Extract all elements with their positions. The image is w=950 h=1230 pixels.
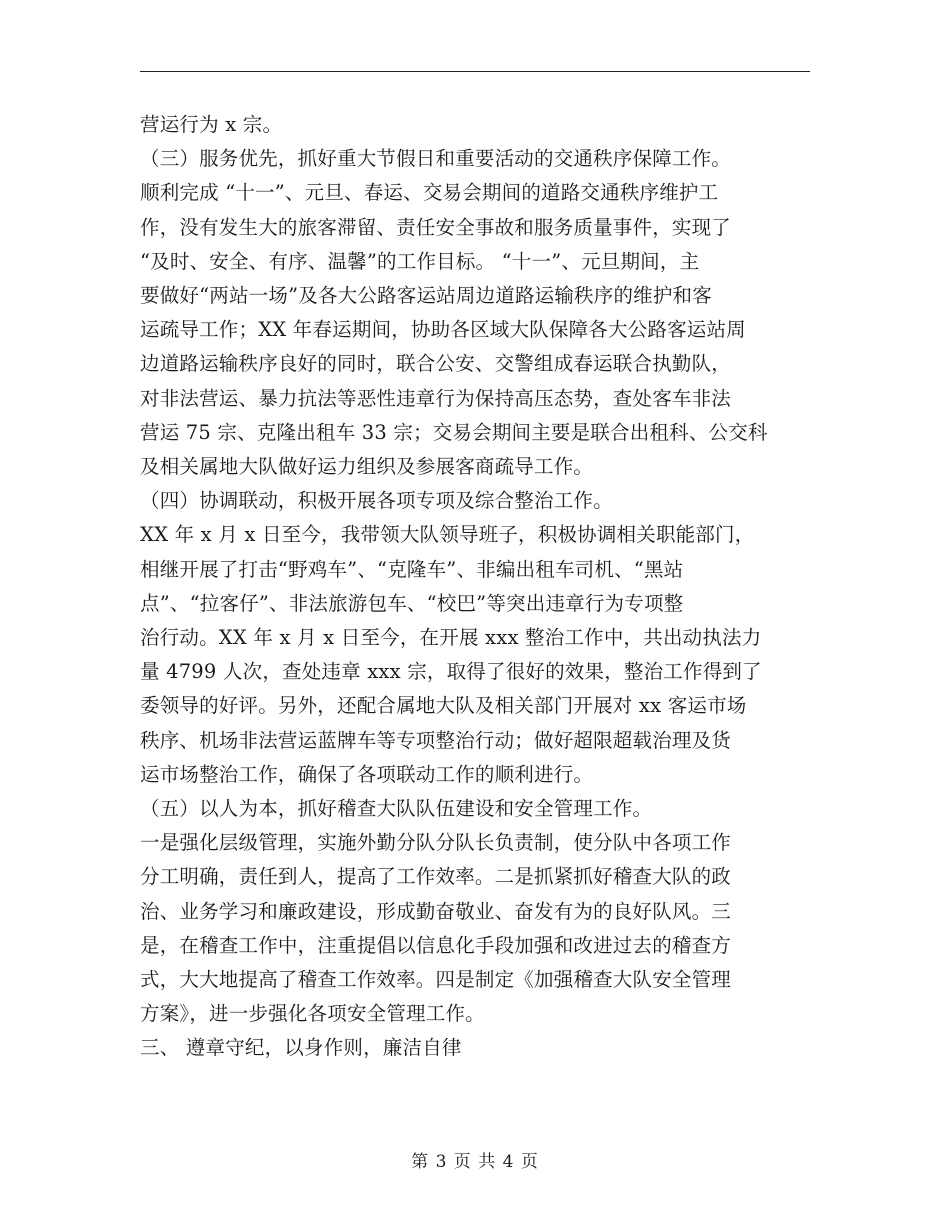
text-line: 营运 75 宗、克隆出租车 33 宗；交易会期间主要是联合出租科、公交科	[140, 420, 768, 444]
section-heading: 三、 遵章守纪，以身作则，廉洁自律	[140, 1036, 462, 1060]
text-line: 一是强化层级管理，实施外勤分队分队长负责制，使分队中各项工作	[140, 831, 732, 855]
section-heading: （三）服务优先，抓好重大节假日和重要活动的交通秩序保障工作。	[140, 147, 732, 171]
section-heading: （五）以人为本，抓好稽查大队队伍建设和安全管理工作。	[140, 797, 653, 821]
text-line: 秩序、机场非法营运蓝牌车等专项整治行动；做好超限超载治理及货	[140, 728, 732, 752]
text-line: “及时、安全、有序、温馨”的工作目标。 “十一”、元旦期间，主	[140, 249, 700, 273]
text-line: 相继开展了打击“野鸡车”、“克隆车”、非编出租车司机、“黑站	[140, 557, 684, 581]
text-line: 分工明确，责任到人，提高了工作效率。二是抓紧抓好稽查大队的政	[140, 865, 732, 889]
text-line: 要做好“两站一场”及各大公路客运站周边道路运输秩序的维护和客	[140, 284, 712, 308]
text-line: 运市场整治工作，确保了各项联动工作的顺利进行。	[140, 762, 594, 786]
text-line: 委领导的好评。另外，还配合属地大队及相关部门开展对 xx 客运市场	[140, 694, 747, 718]
body-text	[140, 108, 810, 1066]
text-line: 顺利完成 “十一”、元旦、春运、交易会期间的道路交通秩序维护工	[140, 181, 719, 205]
header-rule	[140, 71, 810, 72]
text-line: 治、业务学习和廉政建设，形成勤奋敬业、奋发有为的良好队风。三	[140, 899, 732, 923]
text-line: 是，在稽查工作中，注重提倡以信息化手段加强和改进过去的稽查方	[140, 933, 732, 957]
text-line: 营运行为 x 宗。	[140, 113, 283, 136]
text-line: XX 年 x 月 x 日至今，我带领大队领导班子，积极协调相关职能部门，	[140, 523, 755, 547]
text-line: 边道路运输秩序良好的同时，联合公安、交警组成春运联合执勤队，	[140, 352, 732, 376]
page-number-footer: 第 3 页 共 4 页	[411, 1152, 539, 1172]
text-line: 式，大大地提高了稽查工作效率。四是制定《加强稽查大队安全管理	[140, 968, 732, 992]
text-line: 方案》，进一步强化各项安全管理工作。	[140, 1002, 485, 1026]
section-heading: （四）协调联动，积极开展各项专项及综合整治工作。	[140, 489, 613, 513]
text-line: 量 4799 人次，查处违章 xxx 宗，取得了很好的效果，整治工作得到了	[140, 660, 762, 684]
text-line: 及相关属地大队做好运力组织及参展客商疏导工作。	[140, 455, 594, 479]
text-line: 治行动。XX 年 x 月 x 日至今，在开展 xxx 整治工作中，共出动执法力	[140, 626, 762, 650]
text-line: 点”、“拉客仔”、非法旅游包车、“校巴”等突出违章行为专项整	[140, 591, 684, 615]
text-line: 作，没有发生大的旅客滞留、责任安全事故和服务质量事件，实现了	[140, 215, 732, 239]
text-line: 运疏导工作；XX 年春运期间，协助各区域大队保障各大公路客运站周	[140, 318, 746, 342]
text-line: 对非法营运、暴力抗法等恶性违章行为保持高压态势，查处客车非法	[140, 386, 732, 410]
